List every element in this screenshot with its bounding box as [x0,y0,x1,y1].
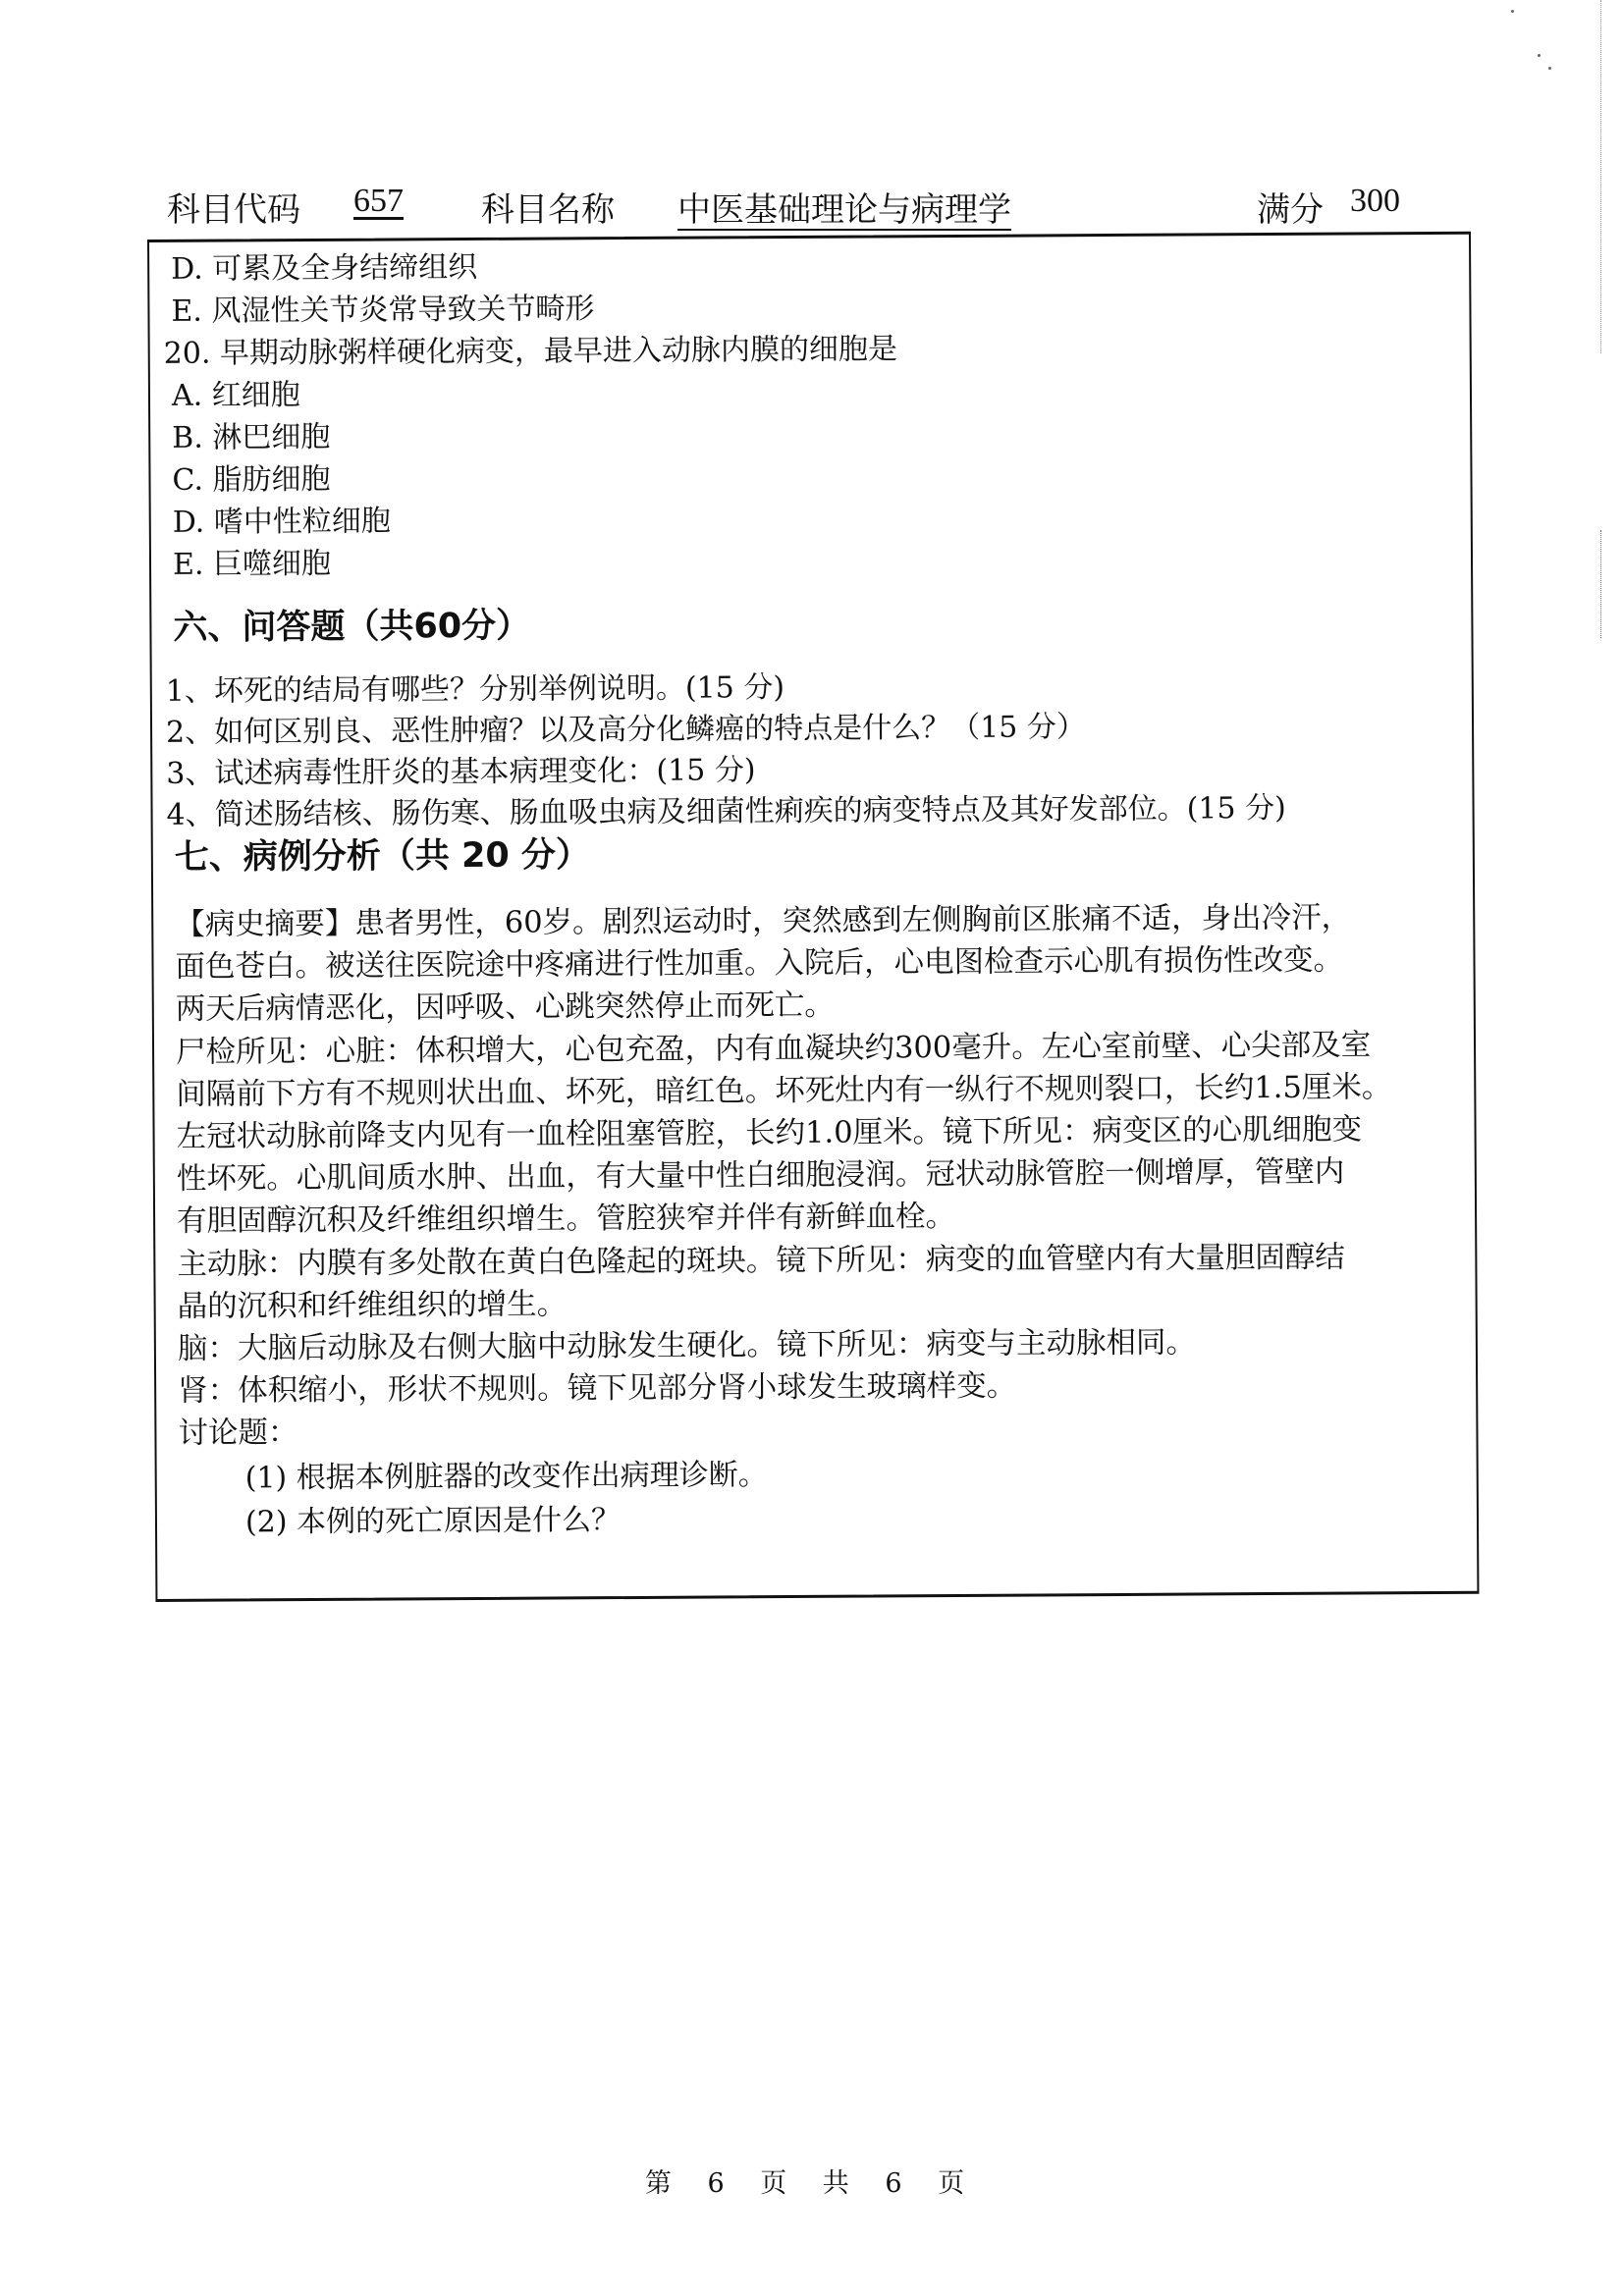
essay-question: 1、坏死的结局有哪些？分别举例说明。(15 分) [165,670,785,709]
full-score-label: 满分 [1257,190,1324,230]
option-line: B. 淋巴细胞 [172,419,331,455]
case-history-line: 【病史摘要】患者男性，60岁。剧烈运动时，突然感到左侧胸前区胀痛不适，身出冷汗， [175,900,1352,942]
option-line: E. 风湿性关节炎常导致关节畸形 [171,292,595,329]
question-stem: 20. 早期动脉粥样硬化病变，最早进入动脉内膜的细胞是 [163,332,898,371]
discussion-question: (2) 本例的死亡原因是什么？ [244,1503,622,1540]
case-history-line: 面色苍白。被送往医院途中疼痛进行性加重。入院后，心电图检查示心肌有损伤性改变。 [175,942,1344,985]
autopsy-line: 尸检所见：心脏：体积增大，心包充盈，内有血凝块约300毫升。左心室前壁、心尖部及室 [175,1028,1372,1070]
subject-name: 中医基础理论与病理学 [677,190,1011,230]
scan-edge-artifact [1600,530,1603,638]
essay-question: 3、试述病毒性肝炎的基本病理变化：(15 分) [166,753,756,791]
subject-name-label: 科目名称 [481,190,615,230]
brain-finding: 脑：大脑后动脉及右侧大脑中动脉发生硬化。镜下所见：病变与主动脉相同。 [177,1325,1196,1366]
kidney-finding: 肾：体积缩小，形状不规则。镜下见部分肾小球发生玻璃样变。 [178,1368,1017,1409]
subject-code: 657 [353,183,404,219]
discussion-question: (1) 根据本例脏器的改变作出病理诊断。 [244,1458,768,1496]
option-line: D. 嗜中性粒细胞 [172,504,391,540]
autopsy-line: 性坏死。心肌间质水肿、出血，有大量中性白细胞浸润。冠状动脉管腔一侧增厚，管壁内 [176,1154,1345,1197]
autopsy-line: 左冠状动脉前降支内见有一血栓阻塞管腔，长约1.0厘米。镜下所见：病变区的心肌细胞变 [176,1112,1363,1154]
scan-speck [1548,67,1551,70]
option-line: D. 可累及全身结缔组织 [171,249,478,287]
page-number: 第 6 页 共 6 页 [644,2168,979,2199]
aorta-line: 晶的沉积和纤维组织的增生。 [177,1287,568,1324]
exam-header [167,183,1443,232]
option-line: A. 红细胞 [171,378,300,413]
essay-question: 2、如何区别良、恶性肿瘤？以及高分化鳞癌的特点是什么？（15 分） [165,710,1086,750]
case-history-line: 两天后病情恶化，因呼吸、心跳突然停止而死亡。 [175,988,835,1027]
scan-speck [1511,10,1514,13]
scan-edge-artifact [1600,0,1603,353]
autopsy-line: 间隔前下方有不规则状出血、坏死，暗红色。坏死灶内有一纵行不规则裂口，长约1.5厘米。 [176,1070,1392,1112]
question-box [147,232,1479,1602]
essay-question: 4、简述肠结核、肠伤寒、肠血吸虫病及细菌性痢疾的病变特点及其好发部位。(15 分) [166,790,1286,832]
section-title: 六、问答题（共60分） [173,606,531,648]
subject-code-label: 科目代码 [167,190,300,230]
autopsy-line: 有胆固醇沉积及纤维组织增生。管腔狭窄并伴有新鲜血栓。 [177,1199,956,1239]
scan-speck [1538,54,1541,57]
option-line: E. 巨噬细胞 [172,546,332,582]
aorta-line: 主动脉：内膜有多处散在黄白色隆起的斑块。镜下所见：病变的血管壁内有大量胆固醇结 [177,1240,1345,1282]
option-line: C. 脂肪细胞 [172,461,331,498]
discussion-label: 讨论题： [178,1415,298,1451]
full-score: 300 [1350,183,1400,219]
section-title: 七、病例分析（共 20 分） [174,835,591,878]
